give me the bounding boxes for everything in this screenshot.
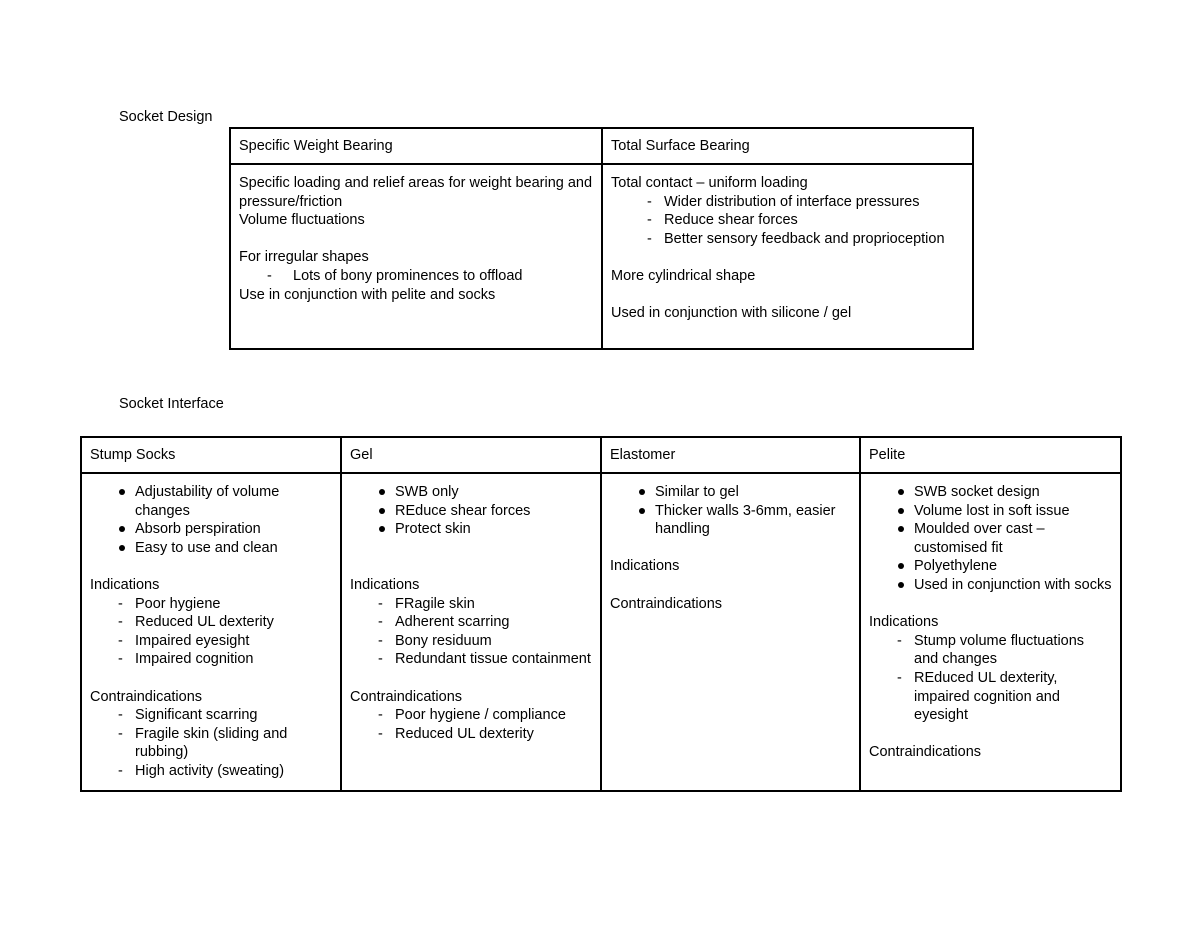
gel-contra-list (350, 706, 592, 743)
tsb-dash-list (619, 193, 964, 249)
list-item: Volume lost in soft issue (869, 502, 1112, 521)
list-item: Used in conjunction with socks (869, 576, 1112, 595)
list-item: Similar to gel (610, 483, 851, 502)
list-item: - Lots of bony prominences to offload (239, 267, 593, 286)
swb-line: Volume fluctuations (239, 212, 365, 229)
pelite-cell (860, 473, 1121, 791)
contraindications-label: Contraindications (90, 688, 203, 705)
list-item: - Stump volume fluctuations and changes (869, 632, 1112, 669)
socket-interface-table (80, 436, 1122, 792)
list-item: - FRagile skin (350, 595, 592, 614)
contraindications-label: Contraindications (350, 688, 463, 705)
elastomer-cell (601, 473, 860, 791)
swb-line: For irregular shapes (239, 249, 369, 266)
list-item: Adjustability of volume changes (90, 483, 332, 520)
socket-design-heading: Socket Design (119, 109, 213, 125)
list-item: - Reduce shear forces (619, 211, 964, 230)
list-item: Absorb perspiration (90, 520, 332, 539)
tsb-header: Total Surface Bearing (602, 128, 973, 164)
contraindications-label: Contraindications (869, 744, 982, 761)
list-item: REduce shear forces (350, 502, 592, 521)
swb-line: Use in conjunction with pelite and socks (239, 286, 496, 303)
contraindications-label: Contraindications (610, 595, 723, 612)
list-item: - Poor hygiene (90, 595, 332, 614)
tsb-line: Total contact – uniform loading (611, 175, 808, 191)
list-item: Easy to use and clean (90, 539, 332, 558)
indications-label: Indications (90, 576, 160, 593)
indications-label: Indications (869, 614, 939, 631)
socket-interface-heading: Socket Interface (119, 396, 224, 412)
tsb-cell (602, 164, 973, 349)
gel-bullet-list (350, 483, 592, 539)
list-item: - Better sensory feedback and proprioception (619, 230, 964, 249)
list-item: - Reduced UL dexterity (90, 613, 332, 632)
list-item: - Wider distribution of interface pressures (619, 193, 964, 212)
gel-indications-list (350, 595, 592, 669)
elastomer-header: Elastomer (601, 437, 860, 473)
indications-label: Indications (610, 558, 680, 575)
pelite-header: Pelite (860, 437, 1121, 473)
swb-header: Specific Weight Bearing (230, 128, 602, 164)
stump-contra-list (90, 706, 332, 780)
socket-design-table (229, 127, 974, 350)
elastomer-bullet-list (610, 483, 851, 539)
list-item: - Poor hygiene / compliance (350, 706, 592, 725)
list-item: Protect skin (350, 520, 592, 539)
list-item: - REduced UL dexterity, impaired cognition and eyesight (869, 669, 1112, 725)
list-item: - Reduced UL dexterity (350, 725, 592, 744)
list-item: - Redundant tissue containment (350, 650, 592, 669)
list-item: - Impaired eyesight (90, 632, 332, 651)
list-item: Moulded over cast – customised fit (869, 520, 1112, 557)
pelite-bullet-list (869, 483, 1112, 595)
list-item: - Significant scarring (90, 706, 332, 725)
list-item: SWB only (350, 483, 592, 502)
swb-line: Specific loading and relief areas for weight bearing and pressure/friction (239, 175, 593, 210)
gel-header: Gel (341, 437, 601, 473)
indications-label: Indications (350, 576, 420, 593)
list-item: - High activity (sweating) (90, 762, 332, 781)
list-item: Thicker walls 3-6mm, easier handling (610, 502, 851, 539)
list-item: - Impaired cognition (90, 650, 332, 669)
stump-bullet-list (90, 483, 332, 557)
list-item: - Bony residuum (350, 632, 592, 651)
list-item: SWB socket design (869, 483, 1112, 502)
stump-indications-list (90, 595, 332, 669)
list-item: Polyethylene (869, 557, 1112, 576)
swb-dash-list (239, 267, 593, 286)
stump-socks-header: Stump Socks (81, 437, 341, 473)
swb-cell (230, 164, 602, 349)
gel-cell (341, 473, 601, 791)
list-item: - Adherent scarring (350, 613, 592, 632)
stump-socks-cell (81, 473, 341, 791)
pelite-indications-list (869, 632, 1112, 725)
list-item: - Fragile skin (sliding and rubbing) (90, 725, 332, 762)
tsb-line: More cylindrical shape (611, 267, 756, 284)
tsb-line: Used in conjunction with silicone / gel (611, 305, 852, 322)
